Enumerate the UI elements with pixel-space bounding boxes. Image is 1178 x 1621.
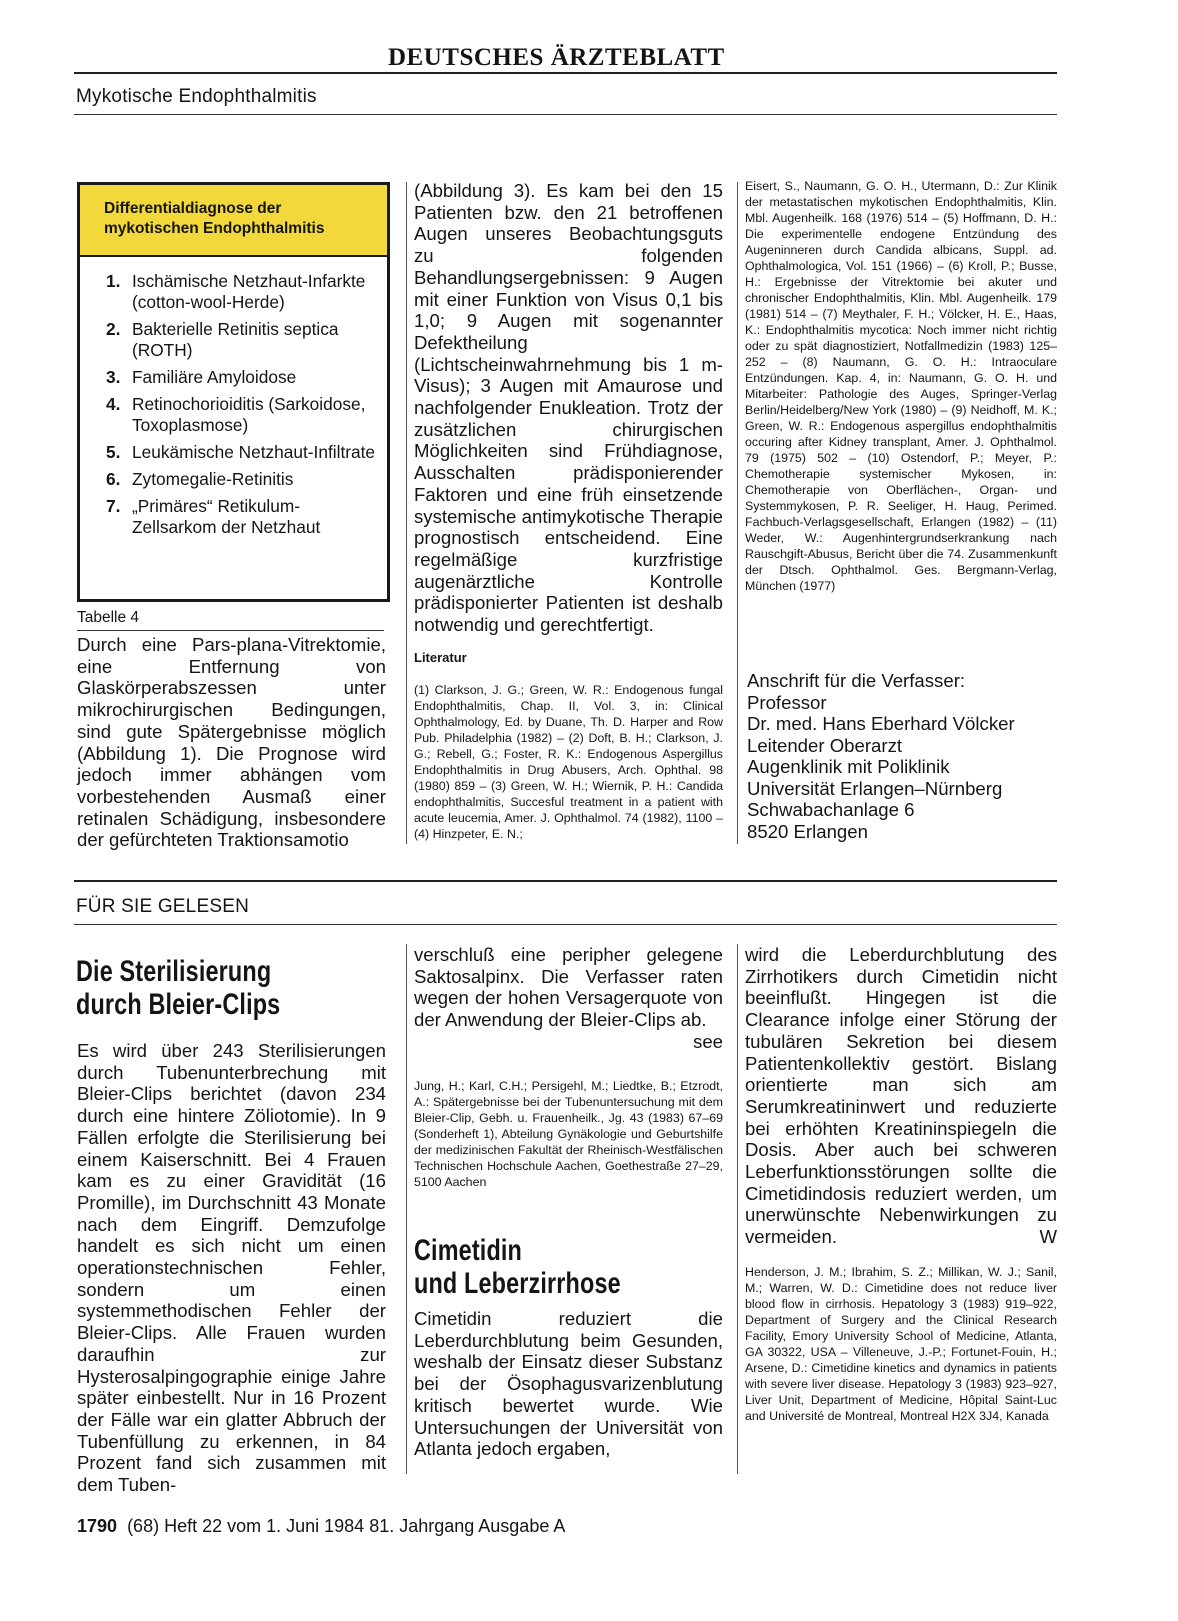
literatur-references-continued: Eisert, S., Naumann, G. O. H., Utermann, D.: Zur Klinik der metastatischen mykotischen Endophthalmitis, Klin. Mbl. Augenheilk. 168 (1976) 514 – (5) Hoffmann, D. H.: Die experimentelle endogene Entzündung des Augeninneren durch Candida albicans, Suppl. ad. Ophthalmologica, Vol. 151 (1966) – (6) Kroll, P.; Busse, H.: Ergebnisse der Vitrektomie bei akuter und chronischer Endophthalmitis, Klin. Mbl. Augenheilk. 179 (1981) 514 – (7) Meythaler, F. H.; Völcker, H. E., Haas, K.: Endophthalmitis mycotica: Noch immer nicht richtig oder zu spät diagnostiziert, Notfallmedizin (1983) 125–252 – (8) Naumann, G. O. H.: Intraoculare Entzündungen. Kap. 4, in: Naumann, G. O. H. und Mitarbeiter: Pathologie des Auges, Springer-Verlag Berlin/Heidelberg/New York (1980) – (9) Neidhoff, M. K.; Green, W. R.: Endogenous aspergillus endophthalmitis occuring after Kidney transplant, Amer. J. Ophthalmol. 79 (1975) 502 – (10) Ostendorf, P.; Meyer, P.: Chemotherapie systemischer Mykosen, in: Chemotherapie von Oberflächen-, Organ- und Systemmykosen, P. R. Seeliger, H. Haug, Perimed. Fachbuch-Verlagsgesellschaft, Erlangen (1982) – (11) Weder, W.: Augenhintergrundserkrankung nach Rauschgift-Abusus, Bericht über die 74. Zusammenkunft der Dtsch. Ophthalmol. Ges. Bergmann-Verlag, München (1977) (745, 179, 1057, 593)
article1-column-1: Durch eine Pars-plana-Vitrektomie, eine Entfernung von Glaskörperabszessen unter mikrochirurgischen Bedingungen, sind gute Spätergebnisse möglich (Abbildung 1). Die Prognose wird jedoch immer abhängen vom vorbestehenden Ausmaß einer retinalen Schädigung, insbesondere der gefürchteten Traktionsamotio (77, 634, 386, 851)
article3-column-2: Cimetidin reduziert die Leberdurchblutung beim Gesunden, weshalb der Einsatz dieser Substanz bei der Ösophagusvarizenblutung kritisch bewertet wurde. Wie Untersuchungen der Universität von Atlanta jedoch ergaben, (414, 1308, 723, 1460)
article2-reference: Jung, H.; Karl, C.H.; Persigehl, M.; Liedtke, B.; Etzrodt, A.: Spätergebnisse bei der Tubenuntersuchung mit dem Bleier-Clip, Gebh. u. Frauenheilk., Jg. 43 (1983) 67–69 (Sonderheft 1), Abteilung Gynäkologie und Geburtshilfe der medizinischen Fakultät der Rheinisch-Westfälischen Technischen Hochschule Aachen, Goethestraße 27–29, 5100 Aachen (414, 1079, 723, 1189)
table-caption: Tabelle 4 (77, 609, 140, 626)
column-divider (737, 944, 738, 1474)
list-item: 5. Leukämische Netzhaut-Infiltrate (106, 442, 376, 462)
article3-column-3: wird die Leberdurchblutung des Zirrhotikers durch Cimetidin nicht beeinflußt. Hingegen ist die Clearance infolge einer Störung der tubulären Sekretion bei diesem Patientenkollektiv gestört. Bislang orientierte man sich am Serumkreatininwert und reduzierte bei erhöhten Kreatininspiegeln die Dosis. Aber auch bei schweren Leberfunktionsstörungen sollte die Cimetidindosis reduziert werden, um unerwünschte Nebenwirkungen zu vermeiden. W (745, 944, 1057, 1248)
column-divider (737, 182, 738, 844)
section-rule-thin (74, 924, 1057, 925)
column-divider (406, 182, 407, 844)
diagnosis-list (80, 257, 387, 538)
list-item: 6. Zytomegalie-Retinitis (106, 469, 294, 489)
article3-signature: W (1039, 1226, 1057, 1248)
article2-column-2: verschluß eine peripher gelegene Saktosalpinx. Die Verfasser raten wegen der hohen Versagerquote von der Anwendung der Bleier-Clips ab. see (414, 944, 723, 1052)
list-item: 1. Ischämische Netzhaut-Infarkte (cotton-wool-Herde) (106, 271, 366, 312)
article2-headline: Die Sterilisierung durch Bleier-Clips (76, 955, 281, 1021)
author-address: Anschrift für die Verfasser: Professor Dr. med. Hans Eberhard Völcker Leitender Oberarzt Augenklinik mit Poliklinik Universität Erlangen–Nürnberg Schwabachanlage 6 8520 Erlangen (747, 670, 1015, 842)
table-title: Differentialdiagnose der mykotischen Endophthalmitis (80, 185, 387, 257)
page-number: 1790 (77, 1516, 118, 1536)
list-item: 2. Bakterielle Retinitis septica (ROTH) (106, 319, 339, 360)
list-item: 4. Retinochorioiditis (Sarkoidose, Toxoplasmose) (106, 394, 366, 435)
column-divider (406, 944, 407, 1474)
literatur-references: (1) Clarkson, J. G.; Green, W. R.: Endogenous fungal Endophthalmitis, Chap. II, Vol. 3, in: Clinical Ophthalmology, Ed. by Duane, Th. D. Harper and Row Pub. Philadelphia (1982) – (2) Doft, B. H.; Clarkson, J. G.; Rebell, G.; Foster, R. K.: Endogenous Aspergillus Endophthalmitis in Drug Abusers, Arch. Ophthal. 98 (1980) 859 – (3) Green, W. H.; Wiernik, P. H.: Candida endophthalmitis, Succesful treatment in a patient with acute leucemia, Amer. J. Ophthalmol. 74 (1982), 1100 – (4) Hinzpeter, E. N.; (414, 683, 723, 841)
list-item: 7. „Primäres“ Retikulum-Zellsarkom der Netzhaut (106, 496, 321, 537)
section-title: Mykotische Endophthalmitis (76, 86, 317, 107)
article2-column-1: Es wird über 243 Sterilisierungen durch Tubenunterbrechung mit Bleier-Clips berichtet (davon 234 durch eine hintere Zöliotomie). In 9 Fällen erfolgte die Sterilisierung bei einem Kaiserschnitt. Bei 4 Frauen kam es zu einer Gravidität (16 Promille), im Durchschnitt 43 Monate nach dem Eingriff. Demzufolge handelt es sich nicht um einen operationstechnischen Fehler, sondern um einen systemmethodischen Fehler der Bleier-Clips. Alle Frauen wurden daraufhin zur Hysterosalpingographie einige Jahre später einbestellt. Nur in 16 Prozent der Fälle war ein glatter Abbruch der Tubenfüllung zu erkennen, in 84 Prozent fand sich zusammen mit dem Tuben- (77, 1040, 386, 1496)
section-label: FÜR SIE GELESEN (76, 896, 249, 917)
caption-rule (77, 630, 384, 631)
page-footer (77, 1516, 565, 1537)
masthead-rule (74, 72, 1057, 74)
section-rule (74, 880, 1057, 882)
article2-signature: see (693, 1030, 723, 1052)
differential-diagnosis-table (77, 182, 390, 602)
list-item: 3. Familiäre Amyloidose (106, 367, 297, 387)
masthead: DEUTSCHES ÄRZTEBLATT (388, 44, 725, 71)
header-rule (74, 114, 1057, 115)
article3-headline: Cimetidin und Leberzirrhose (414, 1234, 621, 1300)
article1-column-2: (Abbildung 3). Es kam bei den 15 Patienten bzw. den 21 betroffenen Augen unseres Beobachtungsguts zu folgenden Behandlungsergebnissen: 9 Augen mit einer Funktion von Visus 0,1 bis 1,0; 9 Augen mit sogenannter Defektheilung (Lichtscheinwahrnehmung bis 1 m-Visus); 3 Augen mit Amaurose und nachfolgender Enukleation. Trotz der zusätzlichen chirurgischen Möglichkeiten sind Frühdiagnose, Ausschalten prädisponierender Faktoren und eine früh einsetzende systemische antimykotische Therapie prognostisch entscheidend. Eine regelmäßige kurzfristige augenärztliche Kontrolle prädisponierter Patienten ist deshalb notwendig und gerechtfertigt. (414, 180, 723, 636)
article3-reference: Henderson, J. M.; Ibrahim, S. Z.; Millikan, W. J.; Sanil, M.; Warren, W. D.: Cimetidine does not reduce liver blood flow in cirrhosis. Hepatology 3 (1983) 919–922, Department of Surgery and the Clinical Research Facility, Emory University School of Medicine, Atlanta, GA 30322, USA – Villeneuve, J.-P.; Fortunet-Fouin, H.; Arsene, D.: Cimetidine kinetics and dynamics in patients with severe liver disease. Hepatology 3 (1983) 923–927, Liver Unit, Department of Medicine, Hôpital Saint-Luc and Université de Montreal, Montreal H2X 3J4, Kanada (745, 1265, 1057, 1423)
issue-info: (68) Heft 22 vom 1. Juni 1984 81. Jahrgang Ausgabe A (127, 1516, 566, 1536)
literatur-heading: Literatur (414, 650, 467, 665)
